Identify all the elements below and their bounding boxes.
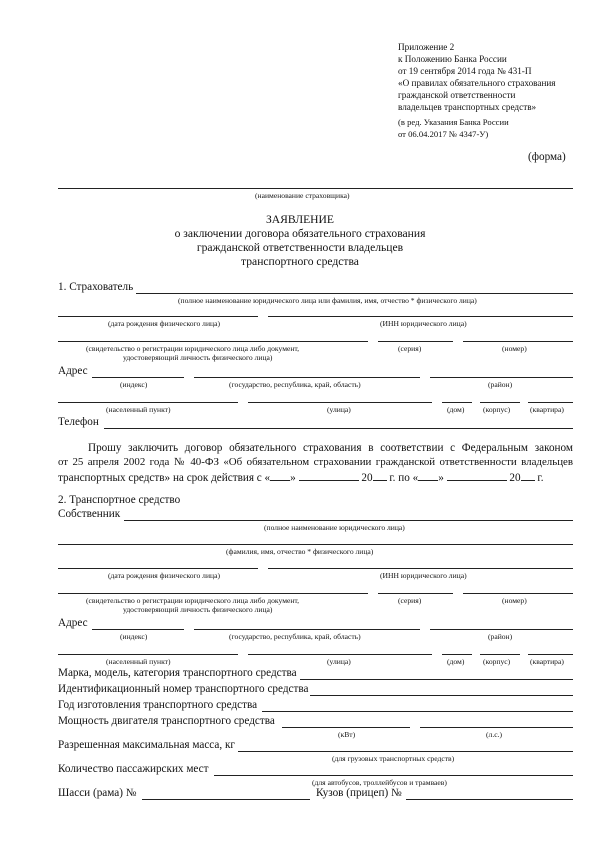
chassis-label: Шасси (рама) №	[58, 787, 137, 799]
s1-number-field[interactable]	[463, 341, 573, 342]
s2-doc-field[interactable]	[58, 593, 368, 594]
s1-flat-caption: (квартира)	[530, 405, 564, 414]
s1-flat-field[interactable]	[528, 402, 573, 403]
s2-district-caption: (район)	[488, 632, 513, 641]
section1-label: 1. Страхователь	[58, 281, 134, 293]
s1-doc-caption-2: удостоверяющий личность физического лица)	[123, 353, 273, 362]
s1-house-caption: (дом)	[447, 405, 465, 414]
start-year-field[interactable]	[373, 470, 387, 481]
request-quote-close-2: »	[438, 472, 444, 484]
start-day-field[interactable]	[270, 470, 290, 481]
title-line-2: гражданской ответственности владельцев	[196, 241, 404, 254]
insurer-field[interactable]	[58, 188, 573, 189]
body-label: Кузов (прицеп) №	[316, 787, 402, 799]
power-label: Мощность двигателя транспортного средства	[58, 715, 275, 727]
s2-flat-caption: (квартира)	[530, 657, 564, 666]
s1-birth-caption: (дата рождения физического лица)	[108, 319, 220, 328]
s1-building-caption: (корпус)	[483, 405, 511, 414]
end-year-field[interactable]	[521, 470, 535, 481]
s1-address-label: Адрес	[58, 365, 88, 377]
year-field[interactable]	[262, 711, 573, 712]
s1-inn-caption: (ИНН юридического лица)	[380, 319, 467, 328]
insured-name-field[interactable]	[136, 293, 573, 294]
s2-index-field[interactable]	[92, 629, 184, 630]
s1-district-field[interactable]	[430, 377, 573, 378]
s2-locality-caption: (населенный пункт)	[106, 657, 171, 666]
request-year-1: 20	[361, 472, 373, 484]
header-regulation: к Положению Банка России	[398, 54, 507, 64]
mass-label: Разрешенная максимальная масса, кг	[58, 739, 235, 751]
mass-field[interactable]	[238, 751, 573, 752]
s2-owner-label: Собственник	[58, 508, 121, 520]
request-line-3-start: транспортных средств» на срок действия с «	[58, 472, 271, 484]
vin-field[interactable]	[310, 695, 573, 696]
s2-number-field[interactable]	[463, 593, 573, 594]
vin-label: Идентификационный номер транспортного средства	[58, 683, 309, 695]
s1-district-caption: (район)	[488, 380, 513, 389]
s1-phone-label: Телефон	[58, 416, 99, 428]
s1-index-field[interactable]	[92, 377, 184, 378]
s2-street-field[interactable]	[248, 654, 432, 655]
brand-field[interactable]	[300, 679, 573, 680]
mass-caption: (для грузовых транспортных средств)	[332, 754, 455, 763]
section2-label: 2. Транспортное средство	[58, 494, 181, 506]
s1-street-field[interactable]	[248, 402, 432, 403]
s2-building-field[interactable]	[480, 654, 520, 655]
title-line-3: транспортного средства	[241, 255, 359, 268]
header-appendix: Приложение 2	[398, 42, 455, 52]
chassis-field[interactable]	[142, 799, 310, 800]
s1-house-field[interactable]	[442, 402, 472, 403]
s1-birth-field[interactable]	[58, 316, 258, 317]
s2-house-field[interactable]	[442, 654, 472, 655]
s1-phone-field[interactable]	[104, 428, 573, 429]
s2-street-caption: (улица)	[327, 657, 351, 666]
s1-building-field[interactable]	[480, 402, 520, 403]
s1-number-caption: (номер)	[502, 344, 527, 353]
s2-flat-field[interactable]	[528, 654, 573, 655]
kw-caption: (кВт)	[338, 730, 356, 739]
s1-region-caption: (государство, республика, край, область)	[229, 380, 361, 389]
s2-series-field[interactable]	[378, 593, 453, 594]
request-line-1: Прошу заключить договор обязательного страхования в соответствии с Федеральным законом	[88, 442, 573, 454]
request-line-3	[58, 470, 544, 484]
s2-district-field[interactable]	[430, 629, 573, 630]
hp-caption: (л.с.)	[486, 730, 503, 739]
header-rules-1: «О правилах обязательного страхования	[398, 78, 556, 88]
s2-fio-field[interactable]	[58, 544, 573, 545]
s2-fio-caption: (фамилия, имя, отчество * физического лица)	[226, 547, 374, 556]
s2-locality-field[interactable]	[58, 654, 238, 655]
header-date: от 19 сентября 2014 года № 431-П	[398, 66, 532, 76]
s2-region-caption: (государство, республика, край, область)	[229, 632, 361, 641]
title-line-1: о заключении договора обязательного страхования	[174, 227, 426, 240]
end-day-field[interactable]	[418, 470, 438, 481]
request-year-2: 20	[509, 472, 521, 484]
s2-owner-caption: (полное наименование юридического лица)	[264, 523, 405, 532]
form-label: (форма)	[528, 151, 566, 163]
s1-locality-field[interactable]	[58, 402, 238, 403]
s2-number-caption: (номер)	[502, 596, 527, 605]
header-edition-1: (в ред. Указания Банка России	[398, 117, 509, 127]
document-title: ЗАЯВЛЕНИЕ	[266, 213, 334, 226]
header-rules-2: гражданской ответственности	[398, 90, 516, 100]
year-label: Год изготовления транспортного средства	[58, 699, 258, 711]
request-to: г. по «	[389, 472, 419, 484]
power-hp-field[interactable]	[420, 727, 573, 728]
s1-locality-caption: (населенный пункт)	[106, 405, 171, 414]
start-month-field[interactable]	[299, 470, 359, 481]
s1-index-caption: (индекс)	[120, 380, 148, 389]
s2-owner-field[interactable]	[124, 520, 573, 521]
s1-region-field[interactable]	[194, 377, 420, 378]
s1-series-field[interactable]	[378, 341, 453, 342]
s2-doc-caption-1: (свидетельство о регистрации юридического лица либо документ,	[86, 596, 300, 605]
s2-index-caption: (индекс)	[120, 632, 148, 641]
seats-field[interactable]	[214, 775, 573, 776]
s1-street-caption: (улица)	[327, 405, 351, 414]
brand-label: Марка, модель, категория транспортного средства	[58, 667, 297, 679]
power-kw-field[interactable]	[282, 727, 410, 728]
s1-doc-caption-1: (свидетельство о регистрации юридического лица либо документ,	[86, 344, 300, 353]
header-edition-2: от 06.04.2017 № 4347-У)	[398, 129, 489, 139]
s2-address-label: Адрес	[58, 617, 88, 629]
seats-label: Количество пассажирских мест	[58, 763, 209, 775]
seats-caption: (для автобусов, троллейбусов и трамваев)	[312, 778, 447, 787]
end-month-field[interactable]	[447, 470, 507, 481]
s2-inn-caption: (ИНН юридического лица)	[380, 571, 467, 580]
s2-series-caption: (серия)	[398, 596, 422, 605]
body-field[interactable]	[406, 799, 573, 800]
request-line-2: от 25 апреля 2002 года № 40-ФЗ «Об обязательном страховании гражданской ответственности владельцев	[58, 456, 573, 468]
s2-region-field[interactable]	[194, 629, 420, 630]
s2-house-caption: (дом)	[447, 657, 465, 666]
insured-name-caption: (полное наименование юридического лица или фамилия, имя, отчество * физического лица)	[178, 296, 477, 305]
s2-birth-caption: (дата рождения физического лица)	[108, 571, 220, 580]
s2-doc-caption-2: удостоверяющий личность физического лица)	[123, 605, 273, 614]
header-rules-3: владельцев транспортных средств»	[398, 102, 537, 112]
insurer-caption: (наименование страховщика)	[255, 191, 350, 200]
s1-inn-field[interactable]	[268, 316, 573, 317]
s2-building-caption: (корпус)	[483, 657, 511, 666]
request-year-suffix: г.	[537, 472, 544, 484]
s1-series-caption: (серия)	[398, 344, 422, 353]
s1-doc-field[interactable]	[58, 341, 368, 342]
s2-birth-field[interactable]	[58, 568, 258, 569]
request-quote-close-1: »	[290, 472, 296, 484]
s2-inn-field[interactable]	[268, 568, 573, 569]
